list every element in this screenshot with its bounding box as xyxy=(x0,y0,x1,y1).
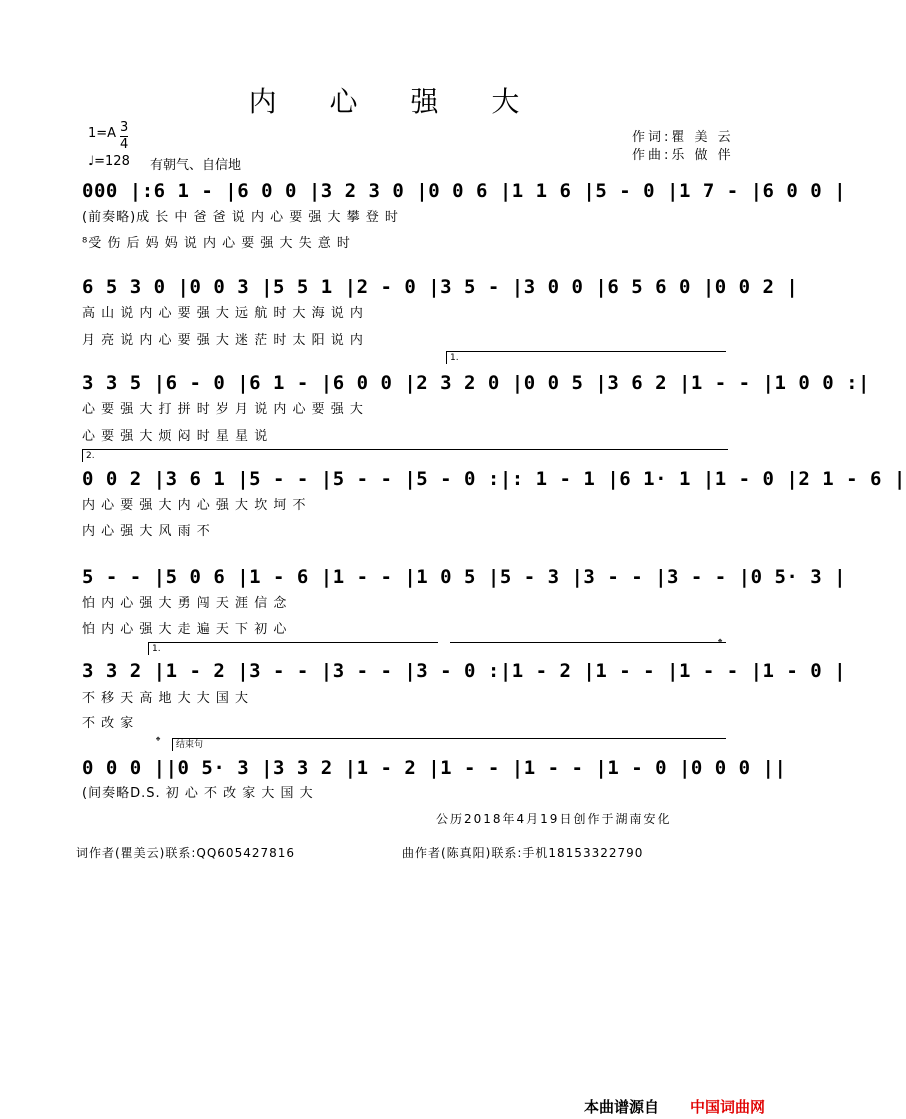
composer-credit: 作曲:乐 做 伴 xyxy=(632,148,734,163)
page-title: 内 心 强 大 xyxy=(248,85,542,118)
time-signature xyxy=(120,120,128,153)
composer-contact: 曲作者(陈真阳)联系:手机18153322790 xyxy=(402,846,644,860)
lyricist-credit: 作词:瞿 美 云 xyxy=(632,130,734,145)
staff-notes: 000 |:6 1 - |6 0 0 |3 2 3 0 |0 0 6 |1 1 6 |5 - 0 |1 7 - |6 0 0 | xyxy=(82,180,847,202)
ending-label: 结束句 xyxy=(172,738,206,751)
time-signature-bottom: 4 xyxy=(120,137,129,152)
lyrics-verse-1: 高 山 说 内 心 要 强 大 远 航 时 大 海 说 内 xyxy=(82,306,364,321)
coda-bracket xyxy=(450,642,726,643)
lyricist-contact: 词作者(瞿美云)联系:QQ605427816 xyxy=(76,846,296,860)
staff-notes: 3 3 2 |1 - 2 |3 - - |3 - - |3 - 0 :|1 - 2 |1 - - |1 - - |1 - 0 | xyxy=(82,660,847,682)
lyrics-verse-1: 怕 内 心 强 大 勇 闯 天 涯 信 念 xyxy=(82,596,288,611)
lyrics-verse-2: 心 要 强 大 烦 闷 时 星 星 说 xyxy=(82,429,269,444)
volta-bracket xyxy=(148,642,438,643)
time-signature-top: 3 xyxy=(120,120,129,135)
volta-label: 2. xyxy=(82,449,98,462)
lyrics-verse-1: (前奏略)成 长 中 爸 爸 说 内 心 要 强 大 攀 登 时 xyxy=(82,210,399,225)
volta-bracket xyxy=(446,351,726,352)
tempo-mark: ♩=128 xyxy=(88,154,130,169)
lyrics-verse-1: (间奏略D.S. 初 心 不 改 家 大 国 大 xyxy=(82,786,314,801)
creation-date: 公历2018年4月19日创作于湖南安化 xyxy=(436,812,672,826)
ending-bracket xyxy=(172,738,726,739)
lyrics-verse-2: 内 心 强 大 风 雨 不 xyxy=(82,524,211,539)
coda-sign-icon: 𝄌 xyxy=(718,636,723,650)
mood-mark: 有朝气、自信地 xyxy=(150,158,242,173)
volta-label: 1. xyxy=(446,351,462,364)
lyrics-verse-1: 内 心 要 强 大 内 心 强 大 坎 坷 不 xyxy=(82,498,307,513)
volta-bracket xyxy=(82,449,728,450)
lyrics-verse-2: 月 亮 说 内 心 要 强 大 迷 茫 时 太 阳 说 内 xyxy=(82,333,364,348)
lyrics-verse-2: 不 改 家 xyxy=(82,716,135,731)
staff-notes: 5 - - |5 0 6 |1 - 6 |1 - - |1 0 5 |5 - 3 |3 - - |3 - - |0 5· 3 | xyxy=(82,566,847,588)
staff-notes: 0 0 2 |3 6 1 |5 - - |5 - - |5 - 0 :|: 1 - 1 |6 1· 1 |1 - 0 |2 1 - 6 | xyxy=(82,468,906,490)
volta-label: 1. xyxy=(148,642,164,655)
lyrics-verse-1: 心 要 强 大 打 拼 时 岁 月 说 内 心 要 强 大 xyxy=(82,402,364,417)
key-signature: 1=A xyxy=(88,126,117,141)
staff-notes: 6 5 3 0 |0 0 3 |5 5 1 |2 - 0 |3 5 - |3 0 0 |6 5 6 0 |0 0 2 | xyxy=(82,276,799,298)
site-brand: 中国词曲网 xyxy=(690,1098,766,1116)
lyrics-verse-1: 不 移 天 高 地 大 大 国 大 xyxy=(82,691,250,706)
coda-sign-icon: 𝄌 xyxy=(156,734,161,748)
lyrics-verse-2: ⁸受 伤 后 妈 妈 说 内 心 要 强 大 失 意 时 xyxy=(82,236,351,251)
staff-notes: 3 3 5 |6 - 0 |6 1 - |6 0 0 |2 3 2 0 |0 0 5 |3 6 2 |1 - - |1 0 0 :| xyxy=(82,372,870,394)
staff-notes: 0 0 0 ||0 5· 3 |3 3 2 |1 - 2 |1 - - |1 - - |1 - 0 |0 0 0 || xyxy=(82,757,787,779)
source-label: 本曲谱源自 xyxy=(584,1098,660,1116)
lyrics-verse-2: 怕 内 心 强 大 走 遍 天 下 初 心 xyxy=(82,622,288,637)
